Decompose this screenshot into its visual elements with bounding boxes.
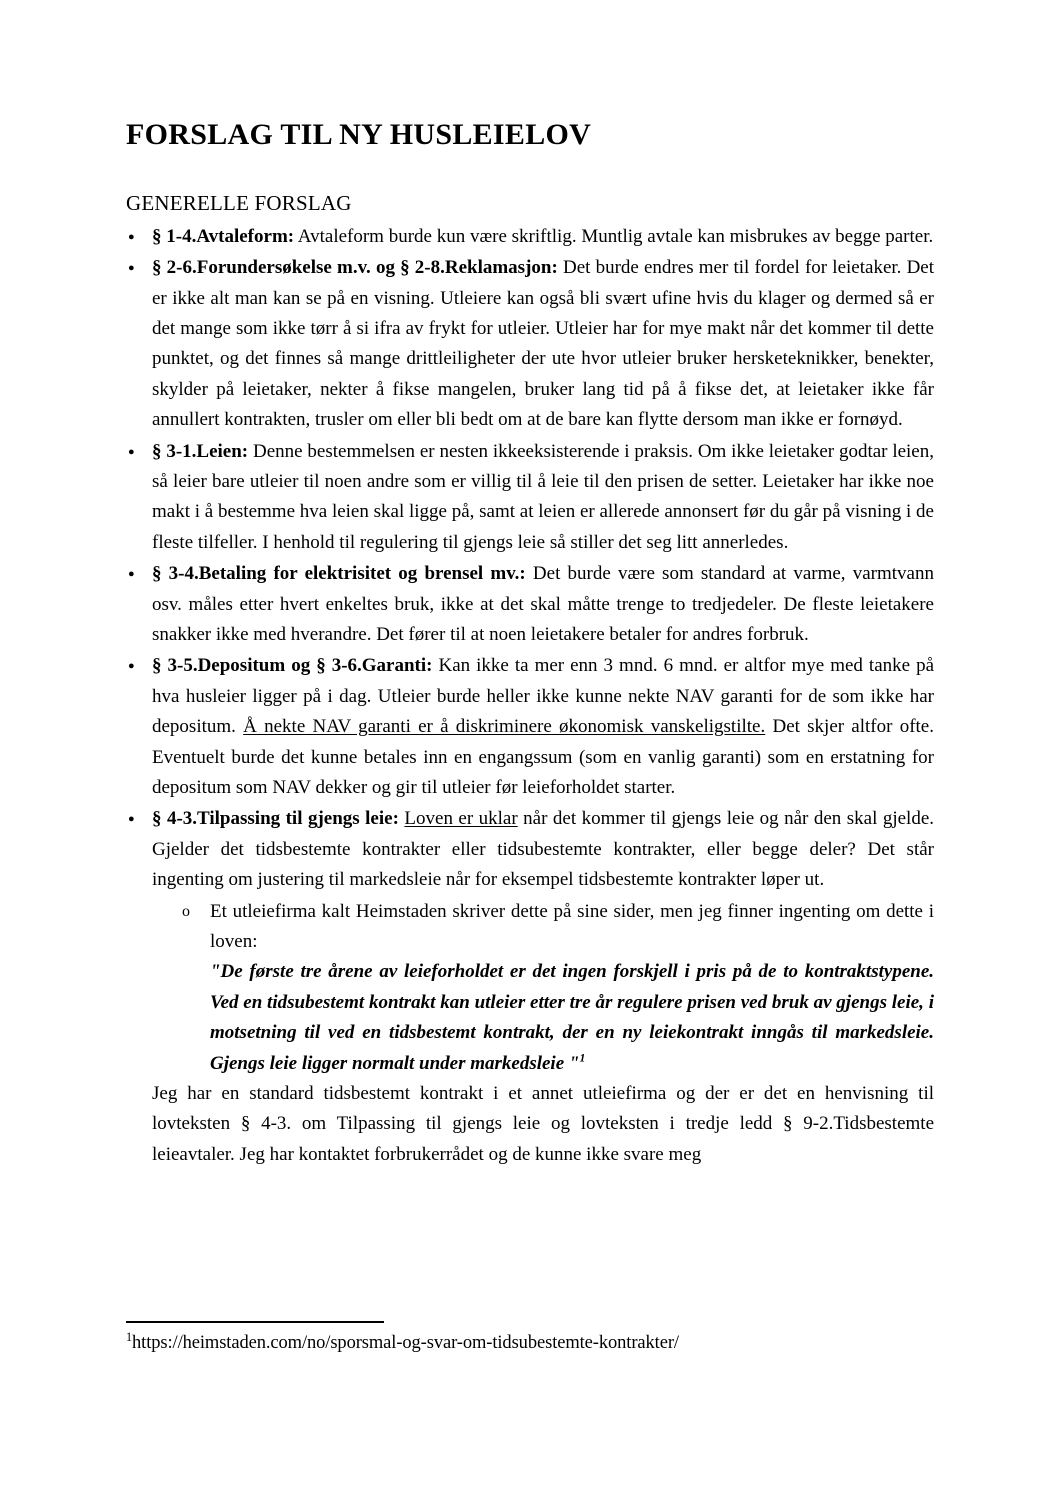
- blockquote-heimstaden: [210, 957, 934, 1079]
- list-item-body: Det burde endres mer til fordel for leietaker. Det er ikke alt man kan se på en visning. Utleiere kan også bli svært ufine hvis du klager og dermed så er det mange som ikke tørr å si ifra av frykt for utleier. Utleier har for mye makt når det kommer til dette punktet, og det finnes så mange drittleiligheter der ute hvor utleier bruker hersketeknikker, benekter, skylder på leietaker, nekter å fikse mangelen, bruker lang tid på å fikse det, at leietaker ikke får annullert kontrakten, trusler om eller bli bedt om at de bare kan flytte dersom man ikke er fornøyd.: [152, 257, 934, 431]
- underlined-statement: Å nekte NAV garanti er å diskriminere økonomisk vanskeligstilte.: [243, 716, 766, 738]
- proposals-list: [126, 222, 934, 896]
- sub-list-item-text: Et utleiefirma kalt Heimstaden skriver dette på sine sider, men jeg finner ingenting om dette i loven:: [210, 900, 934, 953]
- quote-text: "De første tre årene av leieforholdet er det ingen forskjell i pris på de to kontraktstypene. Ved en tidsubestemt kontrakt kan utleier etter tre år regulere prisen ved bruk av gjengs leie, i motsetning til ved en tidsbestemt kontrakt, der en ny leiekontrakt inngås til markedsleie. Gjengs leie ligger normalt under markedsleie ": [210, 961, 934, 1074]
- bullet-dot-icon: [128, 804, 135, 835]
- list-item-body-after: Det skjer altfor ofte. Eventuelt burde det kunne betales inn en engangssum (som en vanlig garanti) som en erstatning for depositum som NAV dekker og gir til utleier før leieforholdet starter.: [152, 716, 934, 798]
- bullet-dot-icon: [128, 222, 135, 253]
- list-item: [126, 437, 934, 559]
- list-item: [126, 804, 934, 895]
- underlined-statement: Loven er uklar: [404, 808, 518, 830]
- sub-proposals-list: [126, 897, 934, 1079]
- list-item: [126, 253, 934, 435]
- document-body: [126, 118, 934, 1170]
- list-item-lead: § 1-4.Avtaleform:: [152, 225, 295, 247]
- list-item: [126, 651, 934, 803]
- bullet-dot-icon: [128, 559, 135, 590]
- list-item-lead: § 4-3.Tilpassing til gjengs leie:: [152, 808, 399, 830]
- footnote-reference: 1: [579, 1051, 586, 1065]
- list-item-lead: § 3-5.Depositum og § 3-6.Garanti:: [152, 655, 433, 677]
- footnote-area: [126, 1321, 934, 1355]
- footnote-entry: [126, 1331, 934, 1355]
- list-item: [126, 559, 934, 650]
- page-title: FORSLAG TIL NY HUSLEIELOV: [126, 118, 592, 151]
- footnote-url: https://heimstaden.com/no/sporsmal-og-svar-om-tidsubestemte-kontrakter/: [132, 1333, 679, 1353]
- list-item: [170, 897, 934, 1079]
- list-item-body-after: når det kommer til gjengs leie og når den skal gjelde. Gjelder det tidsbestemte kontrakter eller tidsubestemte kontrakter, eller begge deler? Det står ingenting om justering til markedsleie når for eksempel tidsbestemte kontrakter løper ut.: [152, 808, 935, 891]
- closing-paragraph: Jeg har en standard tidsbestemt kontrakt i et annet utleiefirma og der er det en henvisning til lovteksten § 4-3. om Tilpassing til gjengs leie og lovteksten i tredje ledd § 9-2.Tidsbestemte leieavtaler. Jeg har kontaktet forbrukerrådet og de kunne ikke svare meg: [152, 1083, 934, 1165]
- list-item-body: Det burde være som standard at varme, varmtvann osv. måles etter hvert enkeltes bruk, ikke at det skal måtte trenge to tredjedeler. De fleste leietakere snakker ikke med hverandre. Det fører til at noen leietakere betaler for andres forbruk.: [152, 563, 934, 645]
- list-item-body-before: Kan ikke ta mer enn 3 mnd. 6 mnd. er altfor mye med tanke på hva husleier ligger på i dag. Utleier burde heller ikke kunne nekte NAV garanti for de som ikke har depositum.: [152, 655, 934, 738]
- list-item-lead: § 2-6.Forundersøkelse m.v. og § 2-8.Reklamasjon:: [152, 257, 558, 279]
- bullet-dot-icon: [128, 253, 135, 284]
- list-item-lead: § 3-4.Betaling for elektrisitet og brensel mv.:: [152, 563, 526, 585]
- list-item-body: Avtaleform burde kun være skriftlig. Muntlig avtale kan misbrukes av begge parter.: [294, 225, 934, 247]
- list-item: [126, 222, 934, 252]
- circle-bullet-icon: o: [182, 902, 190, 920]
- footnote-number: 1: [126, 1329, 133, 1344]
- list-item-lead: § 3-1.Leien:: [152, 440, 249, 462]
- bullet-dot-icon: [128, 651, 135, 682]
- bullet-dot-icon: [128, 437, 135, 468]
- list-item-body: Denne bestemmelsen er nesten ikkeeksisterende i praksis. Om ikke leietaker godtar leien, så leier bare utleier til noen andre som er villig til å leie til den prisen de setter. Leietaker har ikke noe makt i å bestemme hva leien skal ligge på, samt at leien er allerede annonsert før du går på visning i de fleste tilfeller. I henhold til regulering til gjengs leie så stiller det seg litt annerledes.: [152, 440, 934, 553]
- footnote-separator: [126, 1321, 384, 1323]
- section-heading-generelle-forslag: GENERELLE FORSLAG: [126, 190, 352, 215]
